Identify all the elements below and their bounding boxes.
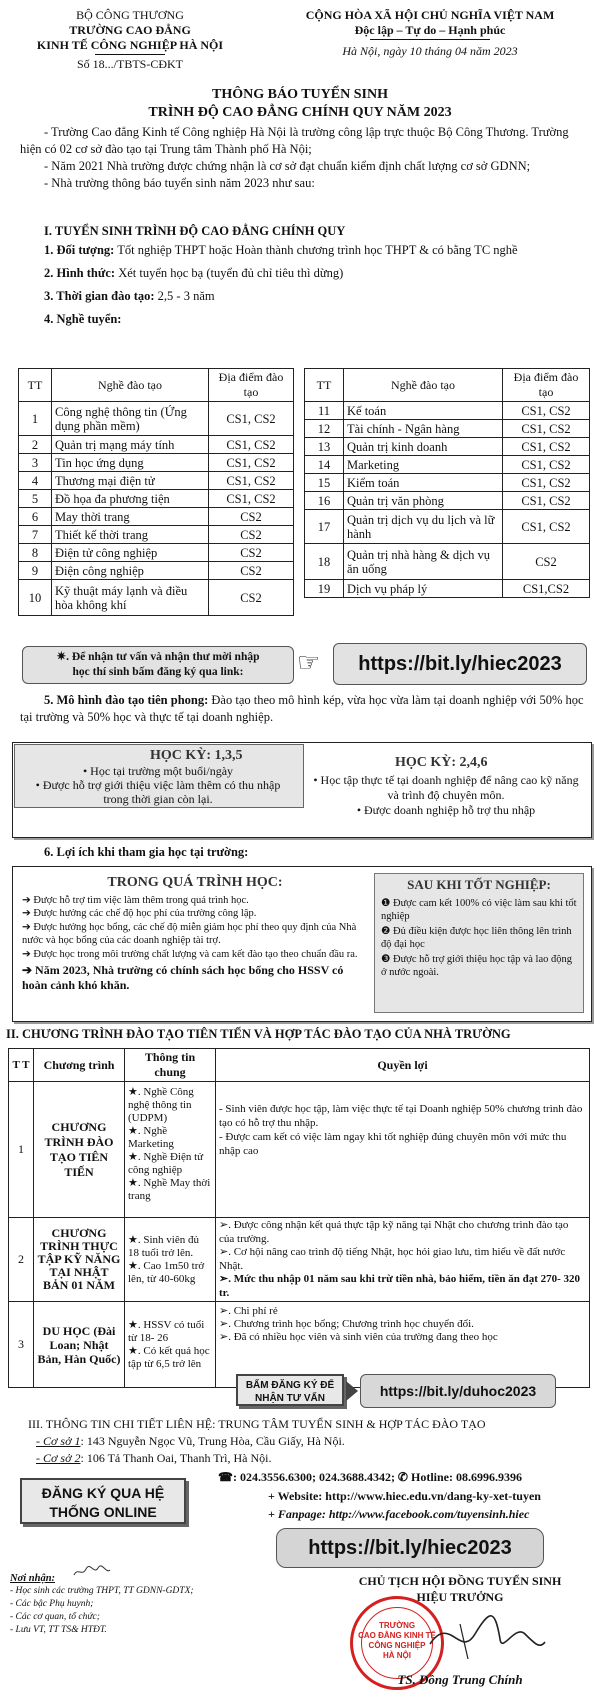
- cell-major: Dịch vụ pháp lý: [344, 580, 503, 598]
- table-row: [9, 1082, 590, 1218]
- signature-icon: [420, 1604, 550, 1664]
- table-row: [19, 454, 294, 472]
- row-info: ★. Sinh viên đủ 18 tuổi trở lên. ★. Cao 1m50 trở lên, từ 40-60kg: [125, 1218, 216, 1302]
- cell-location: CS2: [503, 544, 590, 580]
- recipients: Nơi nhận: - Học sinh các trường THPT, TT GDNN-GDTX; - Các bậc Phụ huynh; - Các cơ quan, tổ chức; - Lưu VT, TT TS& HTĐT.: [10, 1572, 270, 1637]
- row-tt: 1: [9, 1082, 34, 1218]
- recipients-label: Nơi nhận:: [10, 1573, 56, 1584]
- table-row: [9, 1218, 590, 1302]
- fanpage-link[interactable]: + Fanpage: http://www.facebook.com/tuyensinh.hiec: [268, 1507, 530, 1521]
- study-abroad-link[interactable]: https://bit.ly/duhoc2023: [360, 1374, 556, 1408]
- cell-major: Quản trị dịch vụ du lịch và lữ hành: [344, 510, 503, 544]
- motto: Độc lập – Tự do – Hạnh phúc: [354, 23, 506, 37]
- cell-location: CS1, CS2: [209, 490, 294, 508]
- target-line: 1. Đối tượng: Tốt nghiệp THPT hoặc Hoàn thành chương trình học THPT & có bằng TC nghề: [44, 243, 518, 257]
- cell-tt: 18: [305, 544, 344, 580]
- col-header-major: Nghề đào tạo: [52, 369, 209, 402]
- document-title: [0, 86, 600, 122]
- intro-para: - Trường Cao đẳng Kinh tế Công nghiệp Hà Nội là trường công lập trực thuộc Bộ Công Thương. Trường hiện có 02 cơ sở đào tạo tại Trung tâm Thành phố Hà Nội;: [20, 125, 569, 156]
- col-header-tt: TT: [19, 369, 52, 402]
- row-tt: 2: [9, 1218, 34, 1302]
- pointing-hand-icon: ☞: [297, 648, 321, 677]
- after-item: ❸ Được hỗ trợ giới thiệu học tập và lao động ở nước ngoài.: [381, 954, 572, 978]
- semester-left-title: HỌC KỲ: 1,3,5: [150, 748, 243, 763]
- during-study-box: [22, 876, 368, 993]
- section3-heading: III. THÔNG TIN CHI TIẾT LIÊN HỆ: TRUNG TÂM TUYỂN SINH & HỢP TÁC ĐÀO TẠO: [28, 1417, 486, 1431]
- signer-title2: HIỆU TRƯỞNG: [416, 1590, 504, 1604]
- cell-location: CS2: [209, 544, 294, 562]
- semester-right-title: HỌC KỲ: 2,4,6: [395, 755, 488, 770]
- cell-major: Quản trị kinh doanh: [344, 438, 503, 456]
- cell-location: CS2: [209, 562, 294, 580]
- cell-major: Thương mại điện tử: [52, 472, 209, 490]
- section3: [28, 1416, 598, 1467]
- cell-location: CS2: [209, 580, 294, 616]
- divider: [370, 39, 490, 40]
- cell-location: CS2: [209, 508, 294, 526]
- cell-tt: 10: [19, 580, 52, 616]
- table-row: [305, 402, 590, 420]
- cell-location: CS1, CS2: [503, 456, 590, 474]
- cell-tt: 8: [19, 544, 52, 562]
- col-header-info: Thông tin chung: [125, 1049, 216, 1082]
- date: Hà Nội, ngày 10 tháng 04 năm 2023: [342, 44, 518, 58]
- majors-label: 4. Nghề tuyển:: [44, 312, 122, 326]
- table-row: [305, 456, 590, 474]
- intro: [20, 124, 580, 192]
- col-header-major: Nghề đào tạo: [344, 369, 503, 402]
- cell-tt: 9: [19, 562, 52, 580]
- table-row: [305, 580, 590, 598]
- seal-line: HÀ NỘI: [383, 1651, 411, 1660]
- table-row: [305, 420, 590, 438]
- row-info: ★. HSSV có tuổi từ 18- 26 ★. Có kết quả học tập từ 6,5 trở lên: [125, 1302, 216, 1388]
- during-item: ➔ Được hưởng học bổng, các chế độ miễn giảm học phí theo quy định của Nhà nước và học bổng của các doanh nghiệp tài trợ.: [22, 921, 357, 946]
- cell-location: CS1, CS2: [209, 402, 294, 436]
- table-row: [305, 510, 590, 544]
- semester-left-items: • Học tại trường một buổi/ngày • Được hỗ trợ giới thiệu việc làm thêm có thu nhập trong thời gian còn lại.: [35, 764, 281, 806]
- table-row: [19, 402, 294, 436]
- table-row: [19, 544, 294, 562]
- table-row: [19, 472, 294, 490]
- majors-table-right: [304, 368, 590, 598]
- form-line: 2. Hình thức: Xét tuyển học bạ (tuyển đủ chỉ tiêu thì dừng): [44, 266, 344, 280]
- duration-line: 3. Thời gian đào tạo: 2,5 - 3 năm: [44, 289, 215, 303]
- majors-table-left: [18, 368, 294, 616]
- cell-tt: 15: [305, 474, 344, 492]
- cell-tt: 12: [305, 420, 344, 438]
- republic-block: [270, 8, 590, 59]
- table-row: [19, 580, 294, 616]
- during-item: ➔ Được hưởng các chế độ học phí của trường công lập.: [22, 908, 257, 919]
- cell-major: Kế toán: [344, 402, 503, 420]
- website-link[interactable]: + Website: http://www.hiec.edu.vn/dang-ky-xet-tuyen: [268, 1489, 541, 1503]
- table-row: [19, 526, 294, 544]
- after-item: ❶ Được cam kết 100% có việc làm sau khi tốt nghiệp: [381, 898, 577, 922]
- table-row: [305, 492, 590, 510]
- study-abroad-cta[interactable]: BẤM ĐĂNG KÝ ĐỂ NHẬN TƯ VẤN: [236, 1374, 344, 1406]
- cell-tt: 13: [305, 438, 344, 456]
- cell-tt: 2: [19, 436, 52, 454]
- programs-table: [8, 1048, 590, 1388]
- register-online-link[interactable]: https://bit.ly/hiec2023: [276, 1528, 544, 1568]
- cell-location: CS1, CS2: [209, 436, 294, 454]
- cell-major: Kỹ thuật máy lạnh và điều hòa không khí: [52, 580, 209, 616]
- online-register-button[interactable]: ĐĂNG KÝ QUA HỆ THỐNG ONLINE: [20, 1478, 186, 1524]
- col-header-program: Chương trình: [34, 1049, 125, 1082]
- cell-major: May thời trang: [52, 508, 209, 526]
- cell-location: CS2: [209, 526, 294, 544]
- during-item: ➔ Được học trong môi trường chất lượng và cam kết đào tạo theo chuẩn đầu ra.: [22, 948, 358, 960]
- cell-tt: 7: [19, 526, 52, 544]
- col-header-location: Địa điểm đào tạo: [503, 369, 590, 402]
- cell-major: Điện công nghiệp: [52, 562, 209, 580]
- cell-tt: 6: [19, 508, 52, 526]
- title-line2: TRÌNH ĐỘ CAO ĐẲNG CHÍNH QUY NĂM 2023: [148, 105, 452, 120]
- row-program: CHƯƠNG TRÌNH ĐÀO TẠO TIÊN TIẾN: [34, 1082, 125, 1218]
- signer-title1: CHỦ TỊCH HỘI ĐỒNG TUYỂN SINH: [358, 1574, 562, 1588]
- initials-signature-icon: [72, 1565, 112, 1579]
- table-row: [19, 436, 294, 454]
- ministry: BỘ CÔNG THƯƠNG: [76, 8, 184, 22]
- cell-location: CS1, CS2: [503, 474, 590, 492]
- cell-major: Công nghệ thông tin (Ứng dụng phần mềm): [52, 402, 209, 436]
- col-header-tt: TT: [305, 369, 344, 402]
- seal-line: TRƯỜNG: [378, 1621, 416, 1630]
- seal-line: CÔNG NGHIỆP: [368, 1641, 426, 1650]
- cell-tt: 4: [19, 472, 52, 490]
- intro-para: - Nhà trường thông báo tuyển sinh năm 2023 như sau:: [44, 176, 315, 190]
- section1-heading: I. TUYỂN SINH TRÌNH ĐỘ CAO ĐẲNG CHÍNH QUY: [44, 224, 346, 238]
- cell-tt: 5: [19, 490, 52, 508]
- cell-tt: 19: [305, 580, 344, 598]
- cell-location: CS1, CS2: [209, 454, 294, 472]
- row-program: DU HỌC (Đài Loan; Nhật Bản, Hàn Quốc): [34, 1302, 125, 1388]
- cell-location: CS1, CS2: [503, 510, 590, 544]
- cell-major: Tin học ứng dụng: [52, 454, 209, 472]
- row-tt: 3: [9, 1302, 34, 1388]
- cell-major: Đồ họa đa phương tiện: [52, 490, 209, 508]
- arrow-right-icon: [346, 1381, 358, 1401]
- seal-line: CAO ĐẲNG KINH TẾ: [358, 1631, 436, 1640]
- campus1: - Cơ sở 1: 143 Nguyễn Ngọc Vũ, Trung Hòa, Cầu Giấy, Hà Nội.: [36, 1434, 345, 1448]
- cell-major: Quản trị văn phòng: [344, 492, 503, 510]
- training-model: 5. Mô hình đào tạo tiên phong: Đào tạo theo mô hình kép, vừa học vừa làm tại doanh nghiệp với 50% học tại trường và 50% học và thực tế tại doanh nghiệp.: [20, 693, 584, 724]
- cell-tt: 3: [19, 454, 52, 472]
- school-line1: TRƯỜNG CAO ĐẲNG: [69, 23, 191, 37]
- register-link[interactable]: https://bit.ly/hiec2023: [333, 643, 587, 685]
- issuer-block: [20, 8, 240, 72]
- benefits-label: 6. Lợi ích khi tham gia học tại trường:: [44, 845, 249, 859]
- section1: [20, 222, 590, 329]
- col-header-location: Địa điểm đào tạo: [209, 369, 294, 402]
- cell-location: CS1, CS2: [503, 420, 590, 438]
- title-line1: THÔNG BÁO TUYỂN SINH: [212, 87, 388, 102]
- after-title: SAU KHI TỐT NGHIỆP:: [407, 877, 551, 892]
- consult-banner-text: ✷. Để nhận tư vấn và nhận thư mời nhập học thí sinh bấm đăng ký qua link:: [22, 646, 294, 684]
- row-info: ★. Nghề Công nghệ thông tin (UDPM) ★. Nghề Marketing ★. Nghề Điện tử công nghiệp ★. Nghề May thời trang: [125, 1082, 216, 1218]
- cell-major: Quản trị mạng máy tính: [52, 436, 209, 454]
- scholarship-highlight: ➔ Năm 2023, Nhà trường có chính sách học bổng cho HSSV có hoàn cảnh khó khăn.: [22, 963, 344, 992]
- after-graduation-box: [374, 873, 584, 1013]
- doc-number: Số 18.../TBTS-CĐKT: [76, 57, 183, 71]
- col-header-benefits: Quyền lợi: [216, 1049, 590, 1082]
- divider: [95, 54, 165, 55]
- cell-tt: 1: [19, 402, 52, 436]
- cell-major: Thiết kế thời trang: [52, 526, 209, 544]
- phone-line: ☎: 024.3556.6300; 024.3688.4342; ✆ Hotline: 08.6996.9396: [218, 1470, 522, 1484]
- table-row: [305, 544, 590, 580]
- cell-major: Marketing: [344, 456, 503, 474]
- during-item: ➔ Được hỗ trợ tìm việc làm thêm trong quá trình học.: [22, 894, 249, 906]
- cell-location: CS1, CS2: [503, 402, 590, 420]
- intro-para: - Năm 2021 Nhà trường được chứng nhận là cơ sở đạt chuẩn kiểm định chất lượng cơ sở GDNN;: [44, 159, 531, 173]
- table-row: [19, 490, 294, 508]
- cell-major: Quản trị nhà hàng & dịch vụ ăn uống: [344, 544, 503, 580]
- section2-heading: II. CHƯƠNG TRÌNH ĐÀO TẠO TIÊN TIẾN VÀ HỢP TÁC ĐÀO TẠO CỦA NHÀ TRƯỜNG: [6, 1027, 511, 1041]
- cell-location: CS1, CS2: [503, 438, 590, 456]
- row-program: CHƯƠNG TRÌNH THỰC TẬP KỸ NĂNG TẠI NHẬT BẢN 01 NĂM: [34, 1218, 125, 1302]
- signer-name: TS. Đồng Trung Chính: [397, 1672, 523, 1687]
- cell-major: Tài chính - Ngân hàng: [344, 420, 503, 438]
- cell-location: CS1, CS2: [209, 472, 294, 490]
- row-benefits: - Sinh viên được học tập, làm việc thực tế tại Doanh nghiệp 50% chương trình đào tạo có hỗ trợ thu nhập. - Được cam kết có việc làm ngay khi tốt nghiệp đúng chuyên môn với mức thu nhập cao: [216, 1082, 590, 1218]
- cell-major: Điện tử công nghiệp: [52, 544, 209, 562]
- during-title: TRONG QUÁ TRÌNH HỌC:: [107, 875, 283, 890]
- cell-tt: 16: [305, 492, 344, 510]
- table-row: [305, 474, 590, 492]
- table-row: [19, 562, 294, 580]
- campus2: - Cơ sở 2: 106 Tả Thanh Oai, Thanh Trì, Hà Nội.: [36, 1451, 272, 1465]
- cell-location: CS1, CS2: [503, 492, 590, 510]
- row-benefits: ➢. Chi phí rẻ ➢. Chương trình học bổng; Chương trình học chuyển đổi. ➢. Đã có nhiều học viên và sinh viên của trường đang theo học: [216, 1302, 590, 1388]
- cell-tt: 14: [305, 456, 344, 474]
- cell-major: Kiểm toán: [344, 474, 503, 492]
- table-row: [305, 438, 590, 456]
- school-line2: KINH TẾ CÔNG NGHIỆP HÀ NỘI: [36, 38, 224, 52]
- table-row: [19, 508, 294, 526]
- cell-tt: 17: [305, 510, 344, 544]
- row-benefits: ➢. Được công nhận kết quả thực tập kỹ năng tại Nhật cho chương trình đào tạo của trường. ➢. Cơ hội nâng cao trình độ tiếng Nhật, học hỏi giao lưu, tìm hiểu về đất nước Nhật. ➢. Mức thu nhập 01 năm sau khi trừ tiền nhà, bảo hiểm, tiền ăn đạt 270- 320 tr.: [216, 1218, 590, 1302]
- after-item: ❷ Đủ điều kiện được học liên thông lên trình độ đại học: [381, 926, 572, 950]
- col-header-tt: T T: [9, 1049, 34, 1082]
- republic: CỘNG HÒA XÃ HỘI CHỦ NGHĨA VIỆT NAM: [305, 8, 555, 22]
- cell-tt: 11: [305, 402, 344, 420]
- semester-right-items: • Học tập thực tế tại doanh nghiệp để nâng cao kỹ năng và trình độ chuyên môn. • Được doanh nghiệp hỗ trợ thu nhập: [313, 773, 579, 817]
- cell-location: CS1,CS2: [503, 580, 590, 598]
